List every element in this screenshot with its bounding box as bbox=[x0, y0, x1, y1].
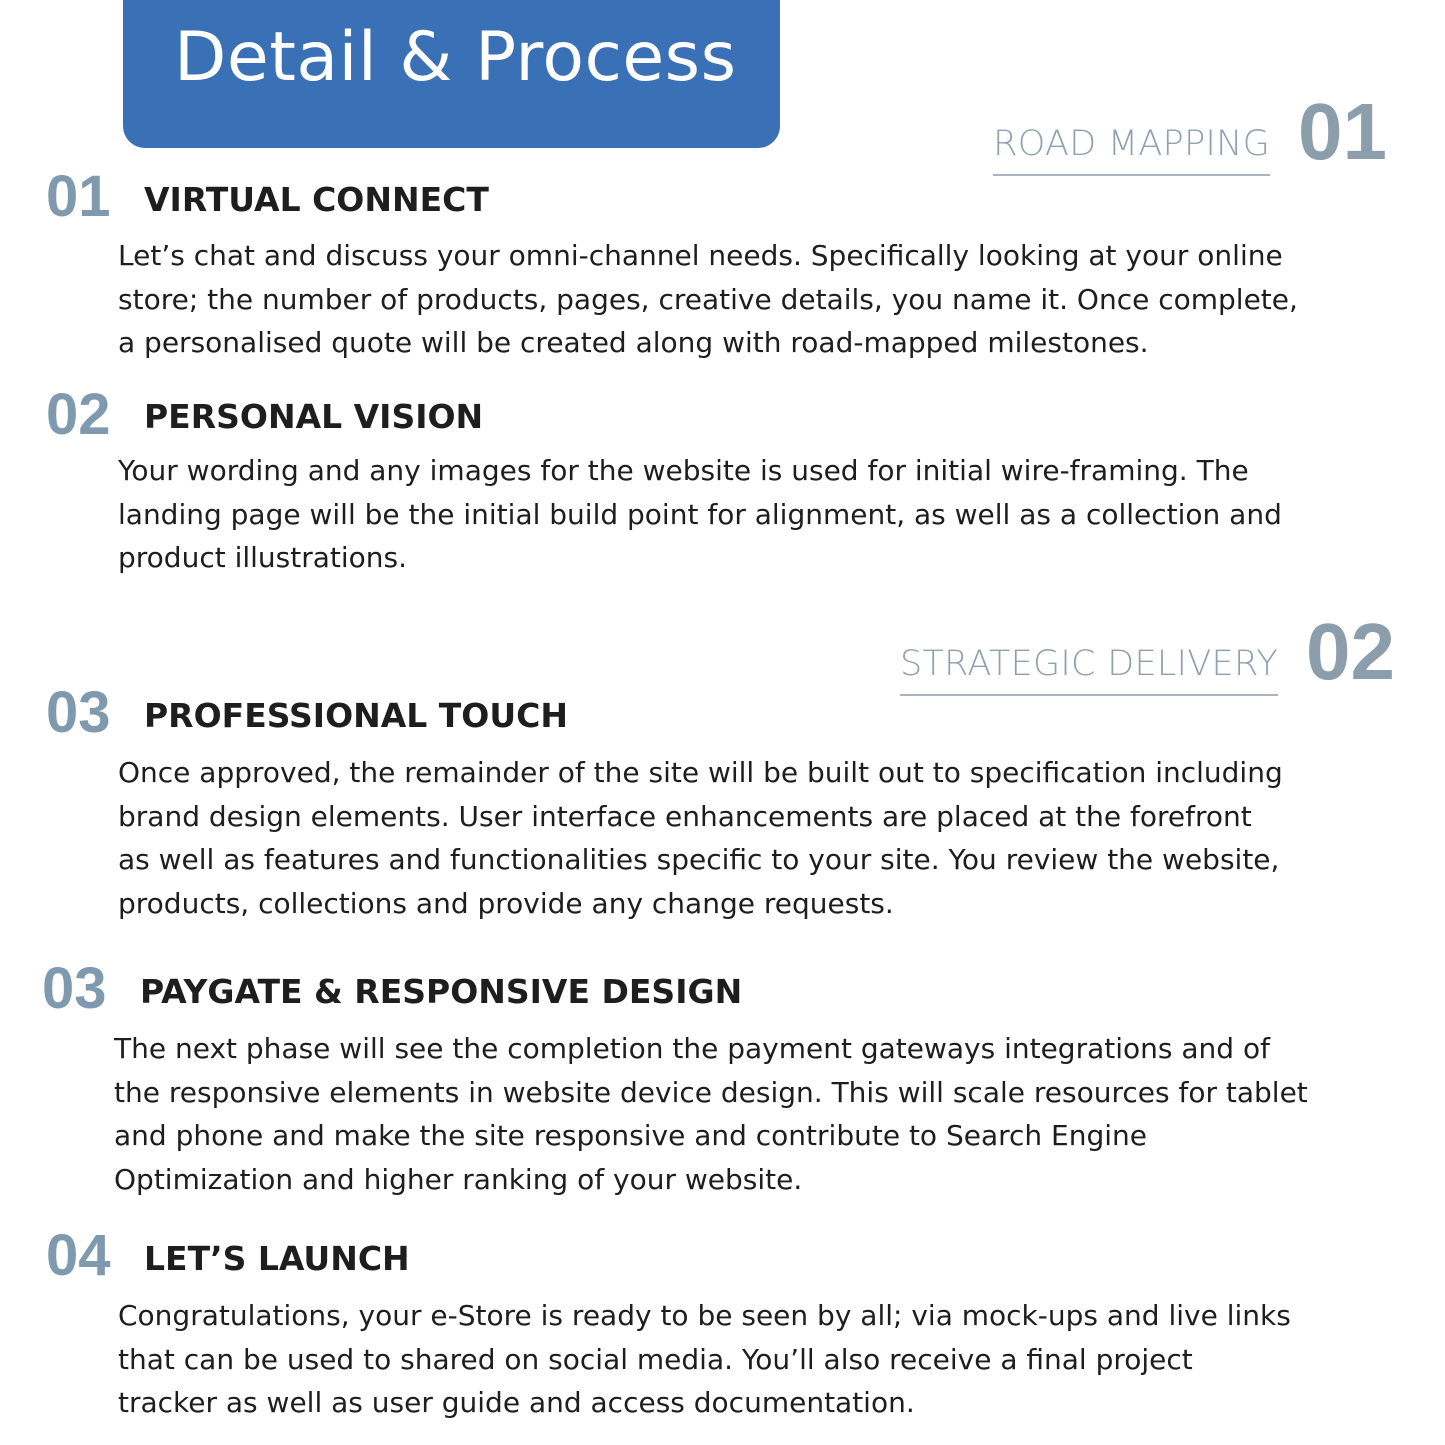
phase-label: STRATEGIC DELIVERY bbox=[900, 644, 1278, 696]
phase-number: 01 bbox=[1298, 87, 1387, 176]
description-line: Congratulations, your e-Store is ready to be seen by all; via mock-ups and live links bbox=[118, 1299, 1291, 1332]
description-line: and phone and make the site responsive and contribute to Search Engine bbox=[114, 1119, 1148, 1152]
step-number: 01 bbox=[46, 164, 111, 229]
description-line: a personalised quote will be created along with road-mapped milestones. bbox=[118, 326, 1149, 359]
step-title: PROFESSIONAL TOUCH bbox=[144, 696, 568, 735]
phase-number: 02 bbox=[1306, 607, 1395, 696]
description-line: The next phase will see the completion the payment gateways integrations and of bbox=[114, 1032, 1270, 1065]
step-title: PAYGATE & RESPONSIVE DESIGN bbox=[140, 972, 743, 1011]
description-line: Once approved, the remainder of the site will be built out to specification including bbox=[118, 756, 1283, 789]
step-description bbox=[118, 234, 1378, 365]
description-line: Let’s chat and discuss your omni-channel needs. Specifically looking at your online bbox=[118, 239, 1283, 272]
step-title: LET’S LAUNCH bbox=[144, 1239, 410, 1278]
phase-label: ROAD MAPPING bbox=[993, 124, 1270, 176]
description-line: product illustrations. bbox=[118, 541, 408, 574]
step-number: 02 bbox=[46, 382, 111, 447]
description-line: Optimization and higher ranking of your website. bbox=[114, 1162, 803, 1196]
phase-marker-road-mapping bbox=[993, 87, 1387, 176]
step-number: 03 bbox=[42, 956, 107, 1021]
step-description bbox=[114, 1027, 1374, 1201]
phase-marker-strategic-delivery bbox=[899, 607, 1395, 696]
step-number: 03 bbox=[46, 680, 111, 745]
description-line: landing page will be the initial build point for alignment, as well as a collection and bbox=[118, 497, 1282, 531]
step-description bbox=[118, 449, 1378, 580]
description-line: tracker as well as user guide and access documentation. bbox=[118, 1386, 915, 1419]
step-title: PERSONAL VISION bbox=[144, 397, 484, 436]
description-line: Your wording and any images for the website is used for initial wire-framing. The bbox=[118, 454, 1249, 487]
description-line: brand design elements. User interface enhancements are placed at the forefront bbox=[118, 799, 1252, 833]
description-line: as well as features and functionalities specific to your site. You review the website, bbox=[118, 843, 1280, 876]
page-title: Detail & Process bbox=[174, 18, 737, 97]
description-line: products, collections and provide any change requests. bbox=[118, 886, 894, 920]
step-title: VIRTUAL CONNECT bbox=[144, 180, 489, 219]
step-number: 04 bbox=[46, 1223, 111, 1288]
step-description bbox=[118, 751, 1378, 925]
step-description bbox=[118, 1294, 1378, 1425]
description-line: that can be used to shared on social media. You’ll also receive a final project bbox=[118, 1342, 1193, 1376]
description-line: store; the number of products, pages, creative details, you name it. Once complete, bbox=[118, 282, 1298, 316]
description-line: the responsive elements in website device design. This will scale resources for tablet bbox=[114, 1075, 1308, 1109]
